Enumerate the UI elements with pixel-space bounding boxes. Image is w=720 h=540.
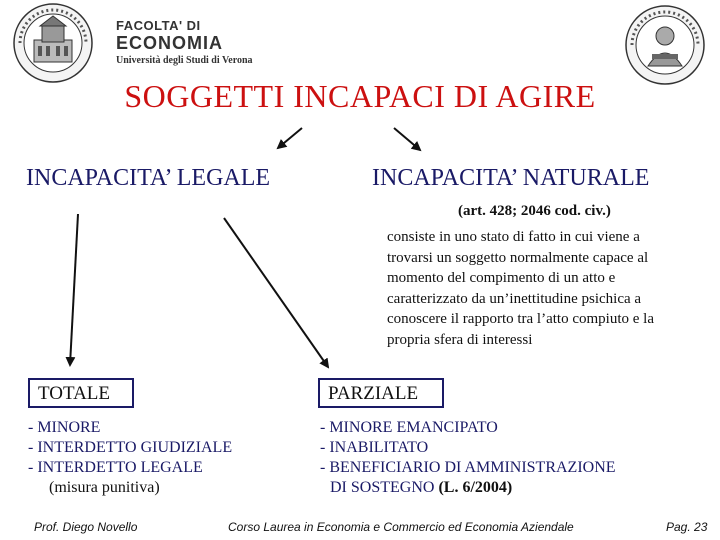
footer-author: Prof. Diego Novello	[34, 520, 138, 534]
page-title: SOGGETTI INCAPACI DI AGIRE	[124, 78, 596, 114]
list-item	[320, 478, 616, 498]
arrow-to-naturale	[394, 128, 420, 150]
list-item: - BENEFICIARIO DI AMMINISTRAZIONE	[320, 459, 616, 476]
totale-box: TOTALE	[28, 378, 134, 408]
law-reference: (L. 6/2004)	[438, 479, 513, 496]
parziale-box: PARZIALE	[318, 378, 444, 408]
list-item: - MINORE	[28, 419, 101, 436]
list-item-text: DI SOSTEGNO	[330, 479, 439, 496]
list-item: - INTERDETTO LEGALE	[28, 459, 203, 476]
faculty-line2: ECONOMIA	[116, 33, 223, 53]
faculty-line1: FACOLTA' DI	[116, 18, 201, 33]
footer-page: Pag. 23	[666, 520, 708, 534]
footer-course: Corso Laurea in Economia e Commercio ed Economia Aziendale	[228, 520, 574, 534]
totale-list	[28, 418, 232, 498]
faculty-line3: Università degli Studi di Verona	[116, 55, 253, 66]
article-reference: (art. 428; 2046 cod. civ.)	[458, 203, 611, 219]
description-line: propria sfera di interessi	[387, 331, 533, 348]
heading-incapacita-legale: INCAPACITA’ LEGALE	[26, 165, 271, 191]
list-item: - INTERDETTO GIUDIZIALE	[28, 439, 233, 456]
description-line: caratterizzato da un’inettitudine psichica a	[387, 290, 642, 307]
description-line: momento del compimento di un atto e	[387, 270, 616, 286]
arrow-to-totale	[70, 214, 78, 365]
list-item: - INABILITATO	[320, 439, 429, 456]
parziale-list	[320, 418, 616, 498]
list-note: (misura punitiva)	[49, 479, 160, 496]
faculty-logo-text	[116, 18, 253, 66]
university-seal-icon	[12, 2, 94, 84]
arrow-to-parziale	[224, 218, 328, 367]
description-line: conoscere il rapporto tra l’atto compiuto e la	[387, 311, 654, 327]
arrow-to-legale	[278, 128, 302, 148]
description-line: consiste in uno stato di fatto in cui viene a	[387, 229, 640, 245]
university-seal-icon	[624, 4, 706, 86]
description-line: trovarsi un soggetto normalmente capace al	[387, 249, 649, 266]
list-item: - MINORE EMANCIPATO	[320, 419, 498, 436]
naturale-description	[387, 227, 717, 350]
heading-incapacita-naturale: INCAPACITA’ NATURALE	[372, 165, 650, 191]
